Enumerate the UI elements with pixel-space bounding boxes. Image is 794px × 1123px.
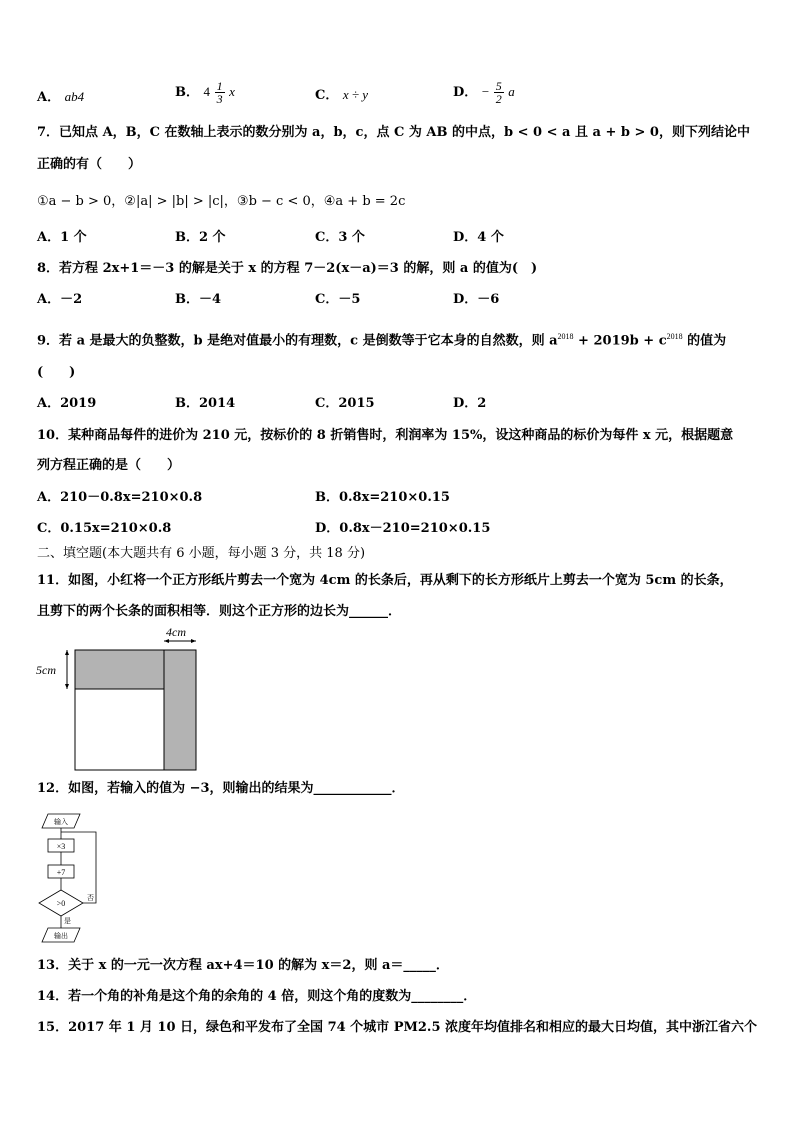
q9-text-part3: 的值为 bbox=[682, 333, 727, 349]
fraction bbox=[494, 80, 504, 105]
q9-option-a: A．2019 bbox=[37, 396, 97, 411]
q9-option-b: B．2014 bbox=[175, 396, 236, 411]
q10-stem-line2: 列方程正确的是（ ） bbox=[37, 458, 181, 473]
q8-option-c: C．－5 bbox=[315, 292, 361, 307]
q9-option-c: C．2015 bbox=[315, 396, 375, 411]
q7-option-c: C．3 个 bbox=[315, 230, 365, 245]
q8-stem: 8．若方程 2x+1＝－3 的解是关于 x 的方程 7－2(x－a)＝3 的解，则 a 的值为( ) bbox=[37, 261, 538, 276]
q10-stem-line1: 10．某种商品每件的进价为 210 元，按标价的 8 折销售时，利润率为 15%，设这种商品的标价为每件 x 元，根据题意 bbox=[37, 428, 734, 443]
q8-option-b: B．－4 bbox=[175, 292, 222, 307]
minus-sign: − bbox=[481, 84, 490, 99]
q11-stem-line2: 且剪下的两个长条的面积相等．则这个正方形的边长为______． bbox=[37, 604, 402, 619]
arrow-up-icon bbox=[65, 650, 69, 655]
mixed-number-whole: 4 bbox=[203, 84, 211, 99]
fraction-denominator: 2 bbox=[495, 92, 502, 106]
fraction-numerator: 1 bbox=[216, 79, 223, 93]
q9-text-part1: 9．若 a 是最大的负整数，b 是绝对值最小的有理数，c 是倒数等于它本身的自然数，则 a bbox=[37, 333, 558, 349]
fraction-denominator: 3 bbox=[216, 92, 223, 106]
q8-option-a: A．－2 bbox=[37, 292, 83, 307]
q7-stem-line1: 7．已知点 A，B，C 在数轴上表示的数分别为 a，b，c，点 C 为 AB 的中点，b < 0 < a 且 a + b > 0，则下列结论中 bbox=[37, 125, 750, 140]
q7-stem-line2: 正确的有（ ） bbox=[37, 157, 142, 172]
q9-text-part2: + 2019b + c bbox=[573, 333, 667, 349]
option-letter: C． bbox=[315, 88, 339, 103]
q12-flowchart bbox=[36, 810, 106, 946]
option-letter: D． bbox=[453, 85, 478, 100]
q7-option-b: B．2 个 bbox=[175, 230, 226, 245]
q12-stem: 12．如图，若输入的值为 −3，则输出的结果为____________． bbox=[37, 781, 405, 796]
flow-no-label: 否 bbox=[87, 894, 94, 902]
q6-option-a bbox=[37, 88, 84, 107]
label-4cm: 4cm bbox=[166, 625, 186, 639]
flow-input-label: 输入 bbox=[54, 818, 68, 826]
option-variable: x bbox=[229, 84, 235, 99]
q7-statements: ①a − b > 0，②|a| > |b| > |c|，③b − c < 0，④a + b = 2c bbox=[37, 194, 406, 209]
q10-option-b: B．0.8x=210×0.15 bbox=[315, 490, 450, 505]
fraction-numerator: 5 bbox=[495, 79, 502, 93]
exponent: 2018 bbox=[557, 332, 574, 341]
q9-option-d: D．2 bbox=[453, 396, 487, 411]
q7-option-d: D．4 个 bbox=[453, 230, 504, 245]
flow-yes-label: 是 bbox=[64, 917, 71, 925]
right-strip bbox=[164, 650, 196, 770]
q10-option-c: C．0.15x=210×0.8 bbox=[37, 521, 172, 536]
q10-option-d: D．0.8x－210=210×0.15 bbox=[315, 521, 491, 536]
q11-stem-line1: 11．如图，小红将一个正方形纸片剪去一个宽为 4cm 的长条后，再从剩下的长方形纸片上剪去一个宽为 5cm 的长条， bbox=[37, 573, 733, 588]
flow-output-label: 输出 bbox=[54, 932, 68, 940]
q13-stem: 13．关于 x 的一元一次方程 ax+4＝10 的解为 x＝2，则 a＝_____． bbox=[37, 958, 449, 973]
option-letter: B． bbox=[175, 85, 199, 100]
top-strip bbox=[75, 650, 164, 689]
q9-stem-line2: ( ) bbox=[37, 365, 76, 380]
arrow-left-icon bbox=[164, 639, 169, 643]
flow-decision-label: >0 bbox=[56, 899, 66, 908]
q11-square-figure bbox=[34, 623, 204, 773]
q6-option-d bbox=[453, 80, 515, 105]
option-expression: x ÷ y bbox=[342, 87, 369, 102]
q6-option-b bbox=[175, 80, 235, 105]
q15-stem: 15．2017 年 1 月 10 日，绿色和平发布了全国 74 个城市 PM2.5 浓度年均值排名和相应的最大日均值，其中浙江省六个 bbox=[37, 1020, 758, 1035]
flow-add-label: +7 bbox=[56, 868, 66, 877]
exponent: 2018 bbox=[666, 332, 683, 341]
q10-option-a: A．210－0.8x=210×0.8 bbox=[37, 490, 203, 505]
arrow-right-icon bbox=[191, 639, 196, 643]
arrow-down-icon bbox=[65, 684, 69, 689]
q9-stem-line1 bbox=[37, 328, 726, 350]
fraction bbox=[215, 80, 225, 105]
option-expression: ab4 bbox=[64, 89, 85, 104]
label-5cm: 5cm bbox=[36, 663, 56, 677]
q6-option-c bbox=[315, 86, 368, 105]
option-variable: a bbox=[508, 84, 515, 99]
q14-stem: 14．若一个角的补角是这个角的余角的 4 倍，则这个角的度数为________． bbox=[37, 989, 477, 1004]
section-heading: 二、填空题(本大题共有 6 小题，每小题 3 分，共 18 分) bbox=[37, 546, 366, 561]
flow-multiply-label: ×3 bbox=[56, 842, 66, 851]
option-letter: A． bbox=[37, 90, 61, 105]
q8-option-d: D．－6 bbox=[453, 292, 500, 307]
q7-option-a: A．1 个 bbox=[37, 230, 87, 245]
